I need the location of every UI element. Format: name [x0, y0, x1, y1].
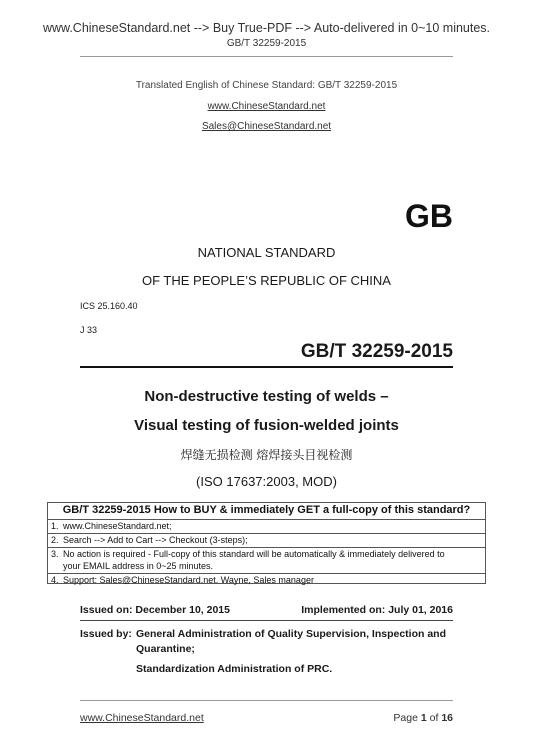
footer-website-link[interactable]: www.ChineseStandard.net — [80, 712, 204, 724]
buy-step: 3. No action is required - Full-copy of this standard will be automatically & immediately delivered to your EMAIL address in 0~25 minutes. — [48, 548, 485, 575]
buy-step: 4. Support: Sales@ChineseStandard.net. Wayne, Sales manager — [51, 575, 314, 586]
buy-steps-list — [48, 520, 485, 587]
standard-number: GB/T 32259-2015 — [300, 341, 453, 362]
issued-by-label: Issued by: — [80, 628, 132, 640]
issued-by-line-3: Standardization Administration of PRC. — [136, 663, 333, 675]
country-heading: OF THE PEOPLE’S REPUBLIC OF CHINA — [142, 273, 391, 288]
issued-by-line-2: Quarantine; — [136, 643, 195, 655]
footer-divider — [80, 700, 453, 701]
total-pages: 16 — [441, 712, 453, 724]
buy-box-title: GB/T 32259-2015 How to BUY & immediately GET a full-copy of this standard? — [62, 504, 471, 516]
website-link[interactable]: www.ChineseStandard.net — [207, 101, 326, 112]
page-header-standard-number: GB/T 32259-2015 — [226, 38, 307, 49]
support-email-link[interactable]: Support: Sales@ChineseStandard.net. Wayne, Sales manager — [63, 575, 314, 586]
gb-mark: GB — [405, 198, 453, 234]
implemented-date: Implemented on: July 01, 2016 — [301, 604, 453, 616]
page-header-banner: www.ChineseStandard.net --> Buy True-PDF --> Auto-delivered in 0~10 minutes. — [42, 21, 491, 35]
ics-code: ICS 25.160.40 — [80, 301, 138, 311]
current-page: 1 — [420, 712, 427, 724]
header-divider — [80, 56, 453, 57]
page-indicator: Page 1 of 16 — [393, 712, 453, 724]
title-chinese: 焊缝无损检测 熔焊接头目视检测 — [180, 448, 353, 462]
title-line-1: Non-destructive testing of welds – — [144, 388, 389, 405]
buy-instructions-box — [47, 502, 486, 584]
ccs-code: J 33 — [80, 325, 98, 335]
buy-step-website-link[interactable]: www.ChineseStandard.net; — [63, 521, 172, 531]
buy-step: 1. www.ChineseStandard.net; — [48, 520, 485, 534]
dates-divider — [80, 620, 453, 621]
translated-notice: Translated English of Chinese Standard: GB/T 32259-2015 — [135, 80, 398, 91]
issued-by-line-1: General Administration of Quality Supervision, Inspection and — [136, 628, 446, 640]
buy-step: 2. Search --> Add to Cart --> Checkout (3-steps); — [48, 534, 485, 548]
issued-date: Issued on: December 10, 2015 — [80, 604, 230, 616]
iso-equivalence: (ISO 17637:2003, MOD) — [196, 474, 337, 489]
email-link[interactable]: Sales@ChineseStandard.net — [201, 121, 332, 132]
standard-number-rule — [80, 366, 453, 368]
title-line-2: Visual testing of fusion-welded joints — [134, 417, 399, 434]
national-standard-heading: NATIONAL STANDARD — [197, 245, 336, 260]
